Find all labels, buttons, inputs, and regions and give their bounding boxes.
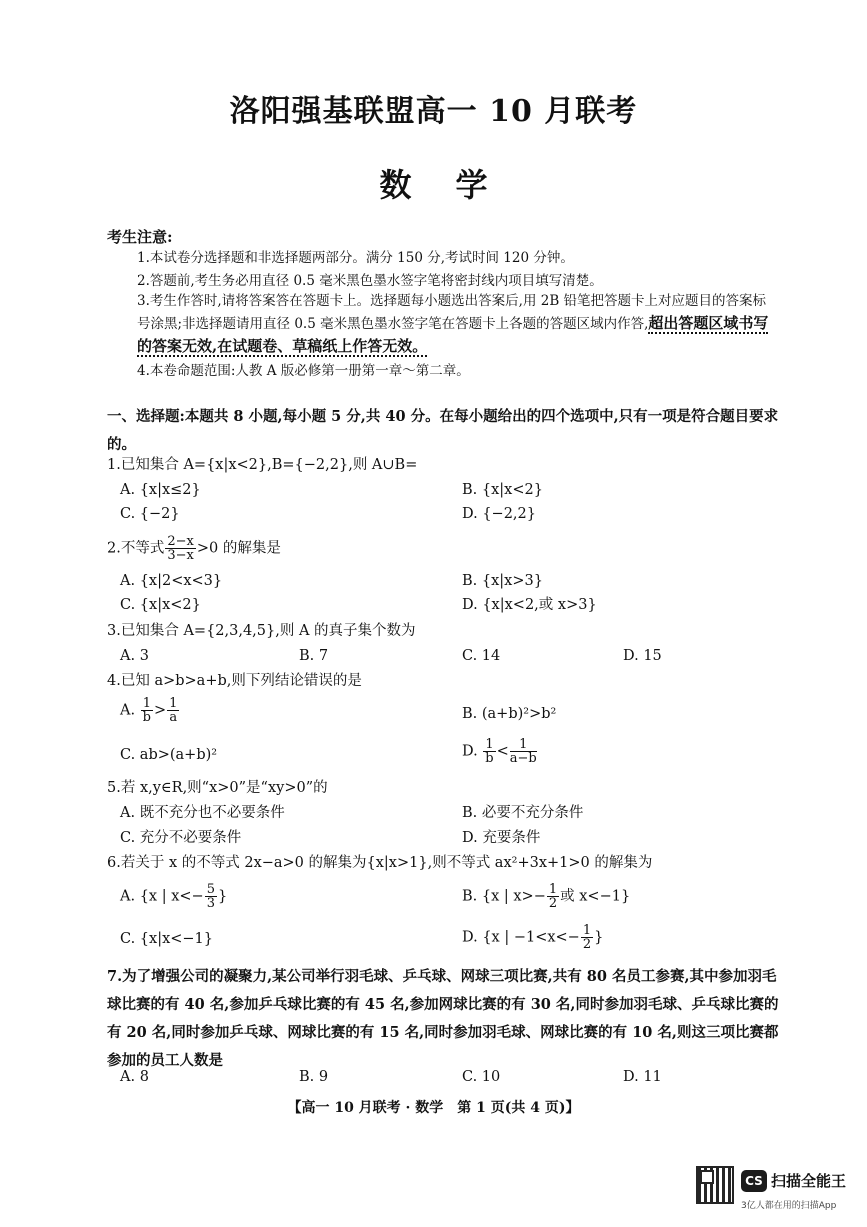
notice-item-1: 1.本试卷分选择题和非选择题两部分。满分 150 分,考试时间 120 分钟。 — [137, 250, 574, 266]
qr-code-icon — [696, 1166, 734, 1204]
q4-option-a: A. $\frac{1}{b}$ > $\frac{1}{a}$ — [120, 696, 178, 725]
q2-option-d: D. {x|x<2,或 x>3} — [462, 597, 597, 613]
q4-option-b: B. (a+b)²>b² — [462, 706, 557, 722]
notice-item-2: 2.答题前,考生务必用直径 0.5 毫米黑色墨水签字笔将密封线内项目填写清楚。 — [137, 273, 603, 289]
q2-option-c: C. {x|x<2} — [120, 597, 201, 613]
q6-option-a: A. {x | x<− $\frac{5}{3}$ } — [120, 882, 228, 911]
page-footer: 【高一 10 月联考 · 数学 第 1 页(共 4 页)】 — [287, 1100, 580, 1116]
q5-option-d: D. 充要条件 — [462, 830, 541, 846]
notice-item-3: 3.考生作答时,请将答案答在答题卡上。选择题每小题选出答案后,用 2B 铅笔把答题卡上对应题目的答案标号涂黑;非选择题请用直径 0.5 毫米黑色墨水签字笔在答题卡上各题的答题区域内作答,超出答题区域书写的答案无效,在试题卷、草稿纸上作答无效。 — [137, 293, 769, 355]
notice-item-4: 4.本卷命题范围:人教 A 版必修第一册第一章～第二章。 — [137, 363, 470, 379]
q7-option-a: A. 8 — [120, 1069, 149, 1085]
subject-title: 数学 — [379, 166, 532, 204]
camscanner-name: 扫描全能王 — [771, 1172, 847, 1190]
q1-option-d: D. {−2,2} — [462, 506, 536, 522]
question-5-stem: 5.若 x,y∈R,则“x>0”是“xy>0”的 — [107, 780, 328, 796]
q5-option-b: B. 必要不充分条件 — [462, 805, 584, 821]
q2-option-a: A. {x|2<x<3} — [120, 573, 223, 589]
q4-option-d: D. $\frac{1}{b}$ < $\frac{1}{a-b}$ — [462, 737, 537, 766]
q3-option-b: B. 7 — [299, 648, 329, 664]
q2-fraction: $\frac{2-x}{3-x}$ — [167, 534, 194, 563]
question-1-stem: 1.已知集合 A={x|x<2},B={−2,2},则 A∪B= — [107, 457, 418, 473]
q7-option-b: B. 9 — [299, 1069, 329, 1085]
question-2-stem: 2.不等式 $\frac{2-x}{3-x}$ >0 的解集是 — [107, 534, 281, 563]
exam-title: 洛阳强基联盟高一 10 月联考 — [229, 94, 638, 129]
camscanner-logo-icon: CS — [741, 1170, 767, 1192]
q7-option-d: D. 11 — [623, 1069, 662, 1085]
q5-option-a: A. 既不充分也不必要条件 — [120, 805, 285, 821]
q6-option-d: D. {x | −1<x<− $\frac{1}{2}$ } — [462, 923, 604, 952]
q4-option-c: C. ab>(a+b)² — [120, 747, 218, 763]
section-heading: 一、选择题:本题共 8 小题,每小题 5 分,共 40 分。在每小题给出的四个选项中,只有一项是符合题目要求的。 — [107, 408, 779, 453]
q6-option-b: B. {x | x>− $\frac{1}{2}$ 或 x<−1} — [462, 882, 631, 911]
question-7-stem: 7.为了增强公司的凝聚力,某公司举行羽毛球、乒乓球、网球三项比赛,共有 80 名员工参赛,其中参加羽毛球比赛的有 40 名,参加乒乓球比赛的有 45 名,参加网球比赛的有 30 名,同时参加羽毛球、乒乓球比赛的有 20 名,同时参加乒乓球、网球比赛的有 15 名,同时参加羽毛球、网球比赛的有 10 名,则这三项比赛都参加的员工人数是 — [107, 968, 779, 1069]
q1-option-a: A. {x|x≤2} — [120, 482, 201, 498]
question-4-stem: 4.已知 a>b>a+b,则下列结论错误的是 — [107, 673, 362, 689]
q1-option-c: C. {−2} — [120, 506, 180, 522]
question-6-stem: 6.若关于 x 的不等式 2x−a>0 的解集为{x|x>1},则不等式 ax²+3x+1>0 的解集为 — [107, 855, 653, 871]
q5-option-c: C. 充分不必要条件 — [120, 830, 242, 846]
q3-option-a: A. 3 — [120, 648, 149, 664]
q1-option-b: B. {x|x<2} — [462, 482, 543, 498]
notice-heading: 考生注意: — [107, 228, 173, 246]
q2-option-b: B. {x|x>3} — [462, 573, 543, 589]
q6-option-c: C. {x|x<−1} — [120, 931, 214, 947]
q3-option-c: C. 14 — [462, 648, 501, 664]
question-3-stem: 3.已知集合 A={2,3,4,5},则 A 的真子集个数为 — [107, 623, 416, 639]
q3-option-d: D. 15 — [623, 648, 662, 664]
q7-option-c: C. 10 — [462, 1069, 501, 1085]
notice-emphasis: 超出答题区域书写的答案无效,在试题卷、草稿纸上作答无效。 — [137, 314, 769, 355]
camscanner-tagline: 3亿人都在用的扫描App — [741, 1201, 837, 1211]
